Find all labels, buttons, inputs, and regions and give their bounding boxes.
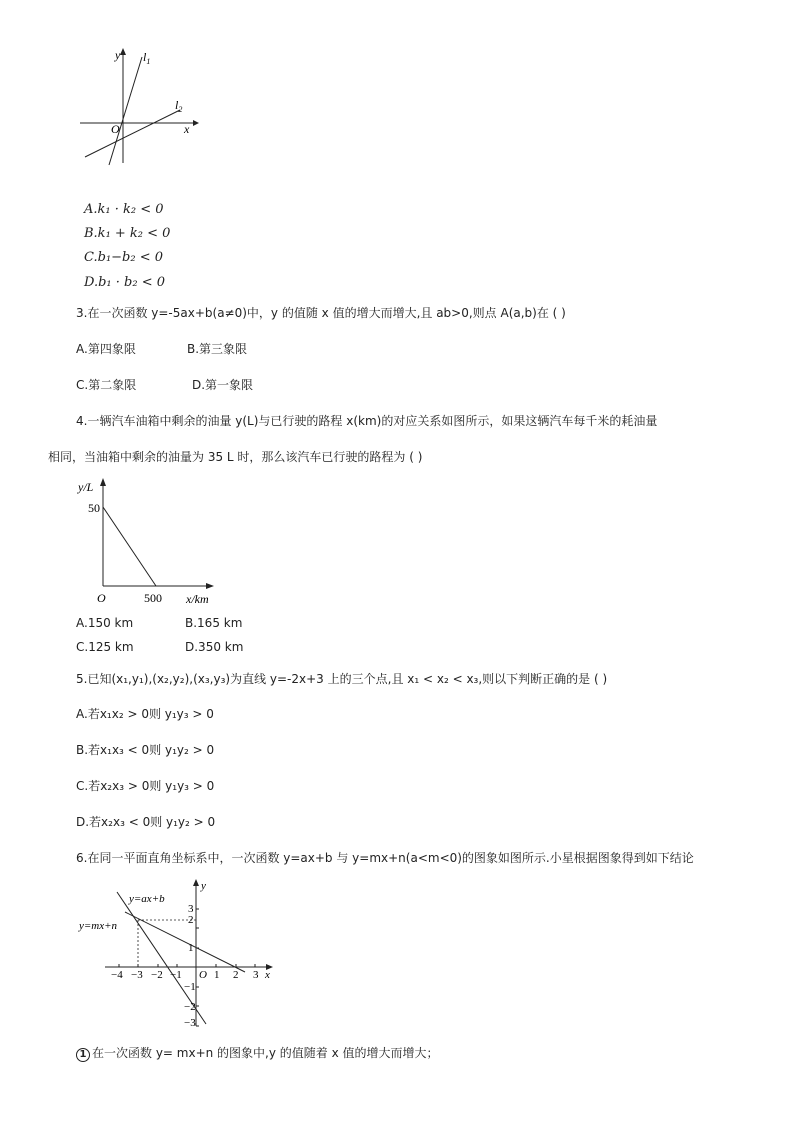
q4-stem-line2: 相同，当油箱中剩余的油量为 35 L 时，那么该汽车已行驶的路程为 ( ) [48,450,423,464]
q4-option-d: D.350 km [185,640,244,654]
line-mx-n [125,912,245,972]
label-ax-b: y=ax+b [129,893,165,905]
line-l1 [109,57,142,165]
label-mx-n: y=mx+n [79,920,118,932]
q2-option-d: D.b₁ · b₂ < 0 [84,275,165,290]
fig2-y-label: y/L [78,480,94,494]
q5-option-d: D.若x₂x₃ < 0则 y₁y₂ > 0 [76,815,216,829]
fig2-y-tick-50: 50 [88,501,100,515]
fig3-y-tick: −2 [184,1001,196,1013]
fig3-y-tick: −3 [184,1017,196,1029]
q6-conclusion-1 [76,1044,439,1062]
q5-option-b: B.若x₁x₃ < 0则 y₁y₂ > 0 [76,743,215,757]
fig1-l2-label: $l_2$ [175,98,183,114]
fuel-line [103,507,156,586]
fig1-l1-label: $l_1$ [143,50,151,66]
q3-option-a: A.第四象限 [76,342,136,356]
fig3-x-tick: −2 [151,969,163,981]
q4-option-a: A.150 km [76,616,134,630]
q6-conclusion-1-text: 在一次函数 y= mx+n 的图象中,y 的值随着 x 值的增大而增大； [92,1046,439,1060]
fig3-x-tick: 2 [233,969,239,981]
fig3-origin: O [199,969,207,981]
q3-stem: 3.在一次函数 y=-5ax+b(a≠0)中，y 的值随 x 值的增大而增大,且 ab>0,则点 A(a,b)在 ( ) [76,306,566,320]
q5-option-a: A.若x₁x₂ > 0则 y₁y₃ > 0 [76,707,214,721]
fig1-y-label: y [115,48,121,62]
line-l2 [85,110,180,157]
fig3-x-tick: −4 [111,969,123,981]
figure-two-functions [75,876,280,1031]
q5-option-c: C.若x₂x₃ > 0则 y₁y₃ > 0 [76,779,215,793]
figure-two-lines [75,45,205,170]
fig3-y-tick: 1 [188,942,194,954]
fig3-x-tick: −1 [170,969,182,981]
q3-option-b: B.第三象限 [187,342,248,356]
fig3-x-tick: −3 [131,969,143,981]
q3-option-d: D.第一象限 [192,378,254,392]
fig3-y-label: y [201,880,206,892]
circled-number-1: 1 [76,1048,90,1062]
q4-option-c: C.125 km [76,640,134,654]
q4-option-b: B.165 km [185,616,243,630]
figure-fuel-graph [72,476,222,611]
q6-stem: 6.在同一平面直角坐标系中，一次函数 y=ax+b 与 y=mx+n(a<m<0)的图象如图所示.小星根据图象得到如下结论 [76,851,694,865]
fig3-y-tick: −1 [184,981,196,993]
q4-stem-line1: 4.一辆汽车油箱中剩余的油量 y(L)与已行驶的路程 x(km)的对应关系如图所示，如果这辆汽车每千米的耗油量 [76,414,658,428]
fig2-x-tick-500: 500 [144,591,162,605]
q2-option-c: C.b₁−b₂ < 0 [84,250,164,265]
q2-option-b: B.k₁ + k₂ < 0 [84,226,171,241]
fig2-x-label: x/km [186,592,209,606]
fig3-x-label: x [265,969,270,981]
fig3-x-tick: 3 [253,969,259,981]
fig2-origin: O [97,591,106,605]
q5-stem: 5.已知(x₁,y₁),(x₂,y₂),(x₃,y₃)为直线 y=-2x+3 上的三个点,且 x₁ < x₂ < x₃,则以下判断正确的是 ( ) [76,672,608,686]
fig3-y-tick: 3 [188,903,194,915]
fig1-x-label: x [184,122,190,136]
fig3-y-tick: 2 [188,914,194,926]
fig3-x-tick: 1 [214,969,220,981]
fig1-origin: O [111,122,120,136]
q3-option-c: C.第二象限 [76,378,137,392]
q2-option-a: A.k₁ · k₂ < 0 [84,202,164,217]
